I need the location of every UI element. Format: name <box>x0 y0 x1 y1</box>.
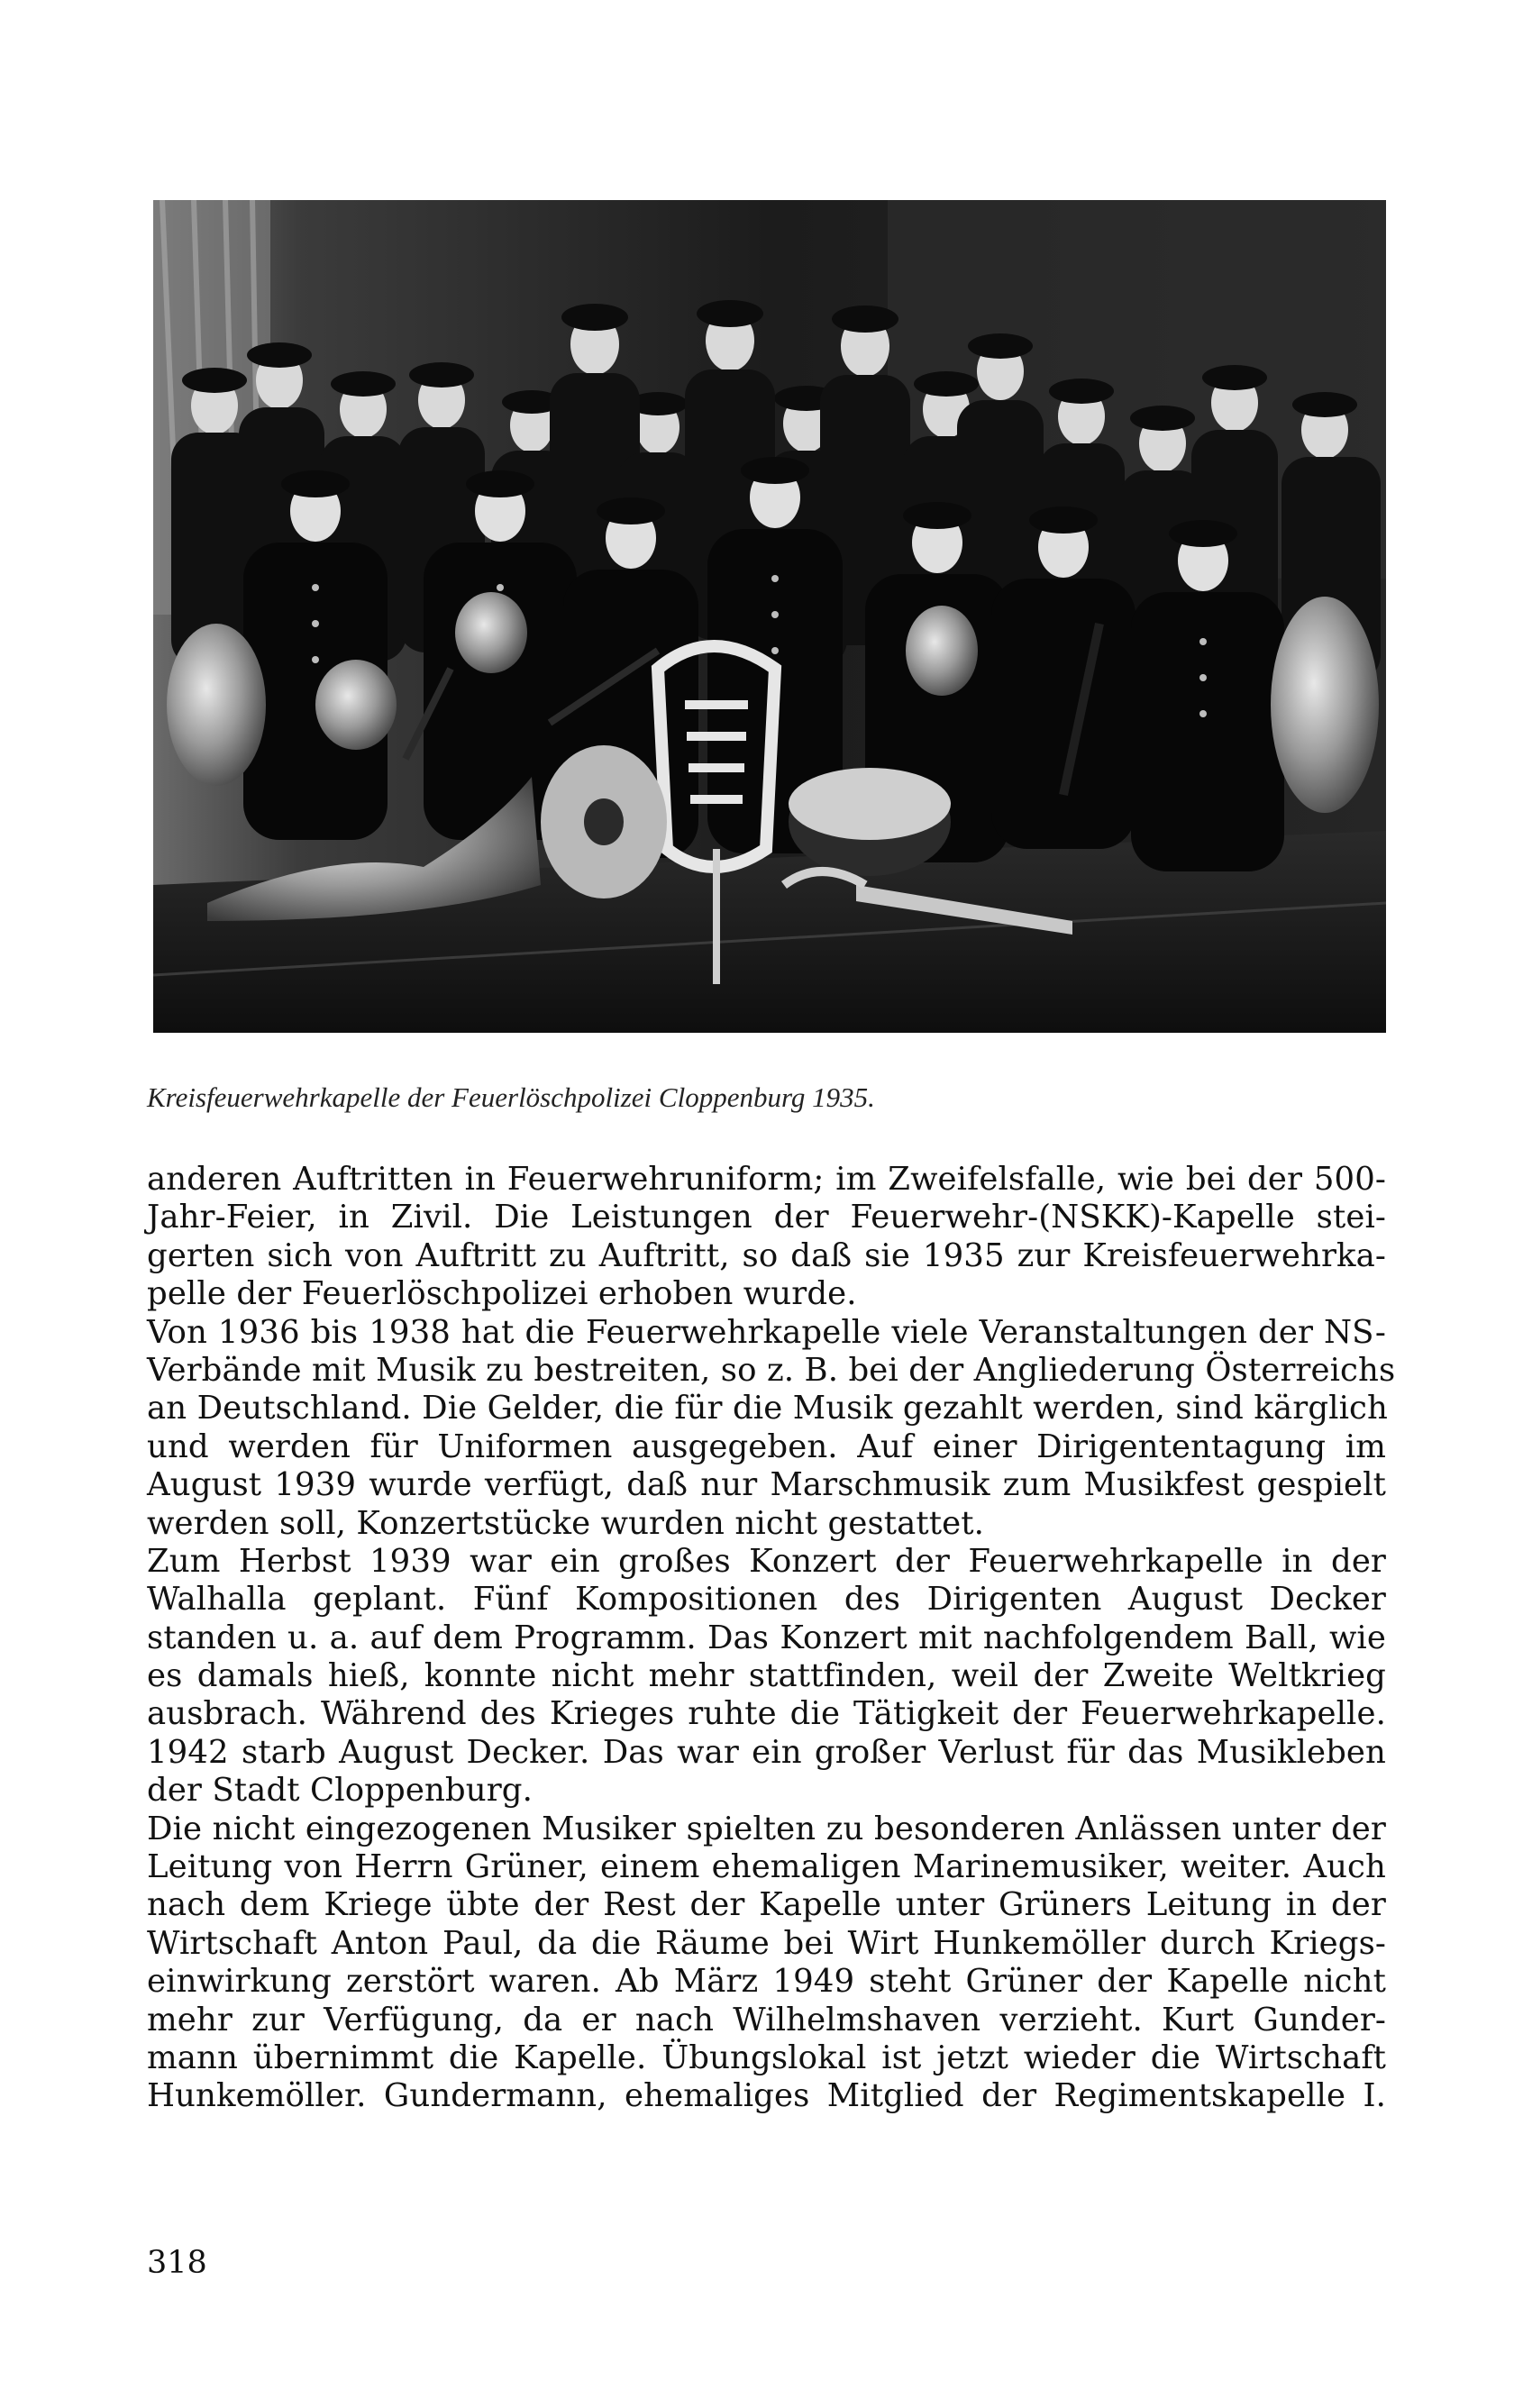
text-line: Leitung von Herrn Grüner, einem ehemaligen Marinemusiker, weiter. Auch <box>147 1848 1386 1886</box>
text-line: nach dem Kriege übte der Rest der Kapelle unter Grüners Leitung in der <box>147 1886 1386 1924</box>
text-line: Verbände mit Musik zu bestreiten, so z. B. bei der Angliederung Österreichs <box>147 1351 1396 1389</box>
text-line: und werden für Uniformen ausgegeben. Auf einer Dirigententagung im <box>147 1427 1386 1465</box>
text-line: Die nicht eingezogenen Musiker spielten zu besonderen Anlässen unter der <box>147 1810 1386 1847</box>
page-number: 318 <box>147 2245 207 2281</box>
text-line: Zum Herbst 1939 war ein großes Konzert der Feuerwehrkapelle in der <box>147 1542 1386 1580</box>
text-line: pelle der Feuerlöschpolizei erhoben wurde. <box>147 1275 857 1313</box>
text-line: es damals hieß, konnte nicht mehr stattfinden, weil der Zweite Weltkrieg <box>147 1657 1386 1695</box>
band-photograph <box>153 200 1386 1033</box>
text-line: werden soll, Konzertstücke wurden nicht gestattet. <box>147 1504 984 1542</box>
photo-caption: Kreisfeuerwehrkapelle der Feuerlöschpolizei Cloppenburg 1935. <box>147 1081 875 1113</box>
text-line: standen u. a. auf dem Programm. Das Konzert mit nachfolgendem Ball, wie <box>147 1619 1386 1656</box>
text-line: gerten sich von Auftritt zu Auftritt, so daß sie 1935 zur Kreisfeuerwehrka- <box>147 1236 1386 1274</box>
text-line: einwirkung zerstört waren. Ab März 1949 steht Grüner der Kapelle nicht <box>147 1963 1386 2001</box>
band-photograph-icon <box>153 200 1386 1033</box>
text-line: 1942 starb August Decker. Das war ein großer Verlust für das Musikleben <box>147 1733 1386 1771</box>
text-line: Von 1936 bis 1938 hat die Feuerwehrkapelle viele Veranstaltungen der NS- <box>147 1313 1386 1351</box>
text-line: der Stadt Cloppenburg. <box>147 1772 533 1810</box>
text-line: an Deutschland. Die Gelder, die für die Musik gezahlt werden, sind kärglich <box>147 1390 1389 1427</box>
text-line: anderen Auftritten in Feuerwehruniform; im Zweifelsfalle, wie bei der 500- <box>147 1161 1386 1198</box>
text-line: mann übernimmt die Kapelle. Übungslokal ist jetzt wieder die Wirtschaft <box>147 2039 1386 2076</box>
body-text <box>147 1161 1396 2116</box>
text-line: Hunkemöller. Gundermann, ehemaliges Mitglied der Regimentskapelle I. <box>147 2077 1386 2115</box>
text-line: Jahr-Feier, in Zivil. Die Leistungen der Feuerwehr-(NSKK)-Kapelle stei- <box>147 1199 1386 1236</box>
text-line: Wirtschaft Anton Paul, da die Räume bei Wirt Hunkemöller durch Kriegs- <box>147 1924 1386 1962</box>
text-line: August 1939 wurde verfügt, daß nur Marschmusik zum Musikfest gespielt <box>147 1466 1386 1504</box>
text-line: Walhalla geplant. Fünf Kompositionen des Dirigenten August Decker <box>147 1581 1386 1619</box>
text-line: mehr zur Verfügung, da er nach Wilhelmshaven verzieht. Kurt Gunder- <box>147 2001 1386 2039</box>
text-line: ausbrach. Während des Krieges ruhte die Tätigkeit der Feuerwehrkapelle. <box>147 1695 1386 1733</box>
